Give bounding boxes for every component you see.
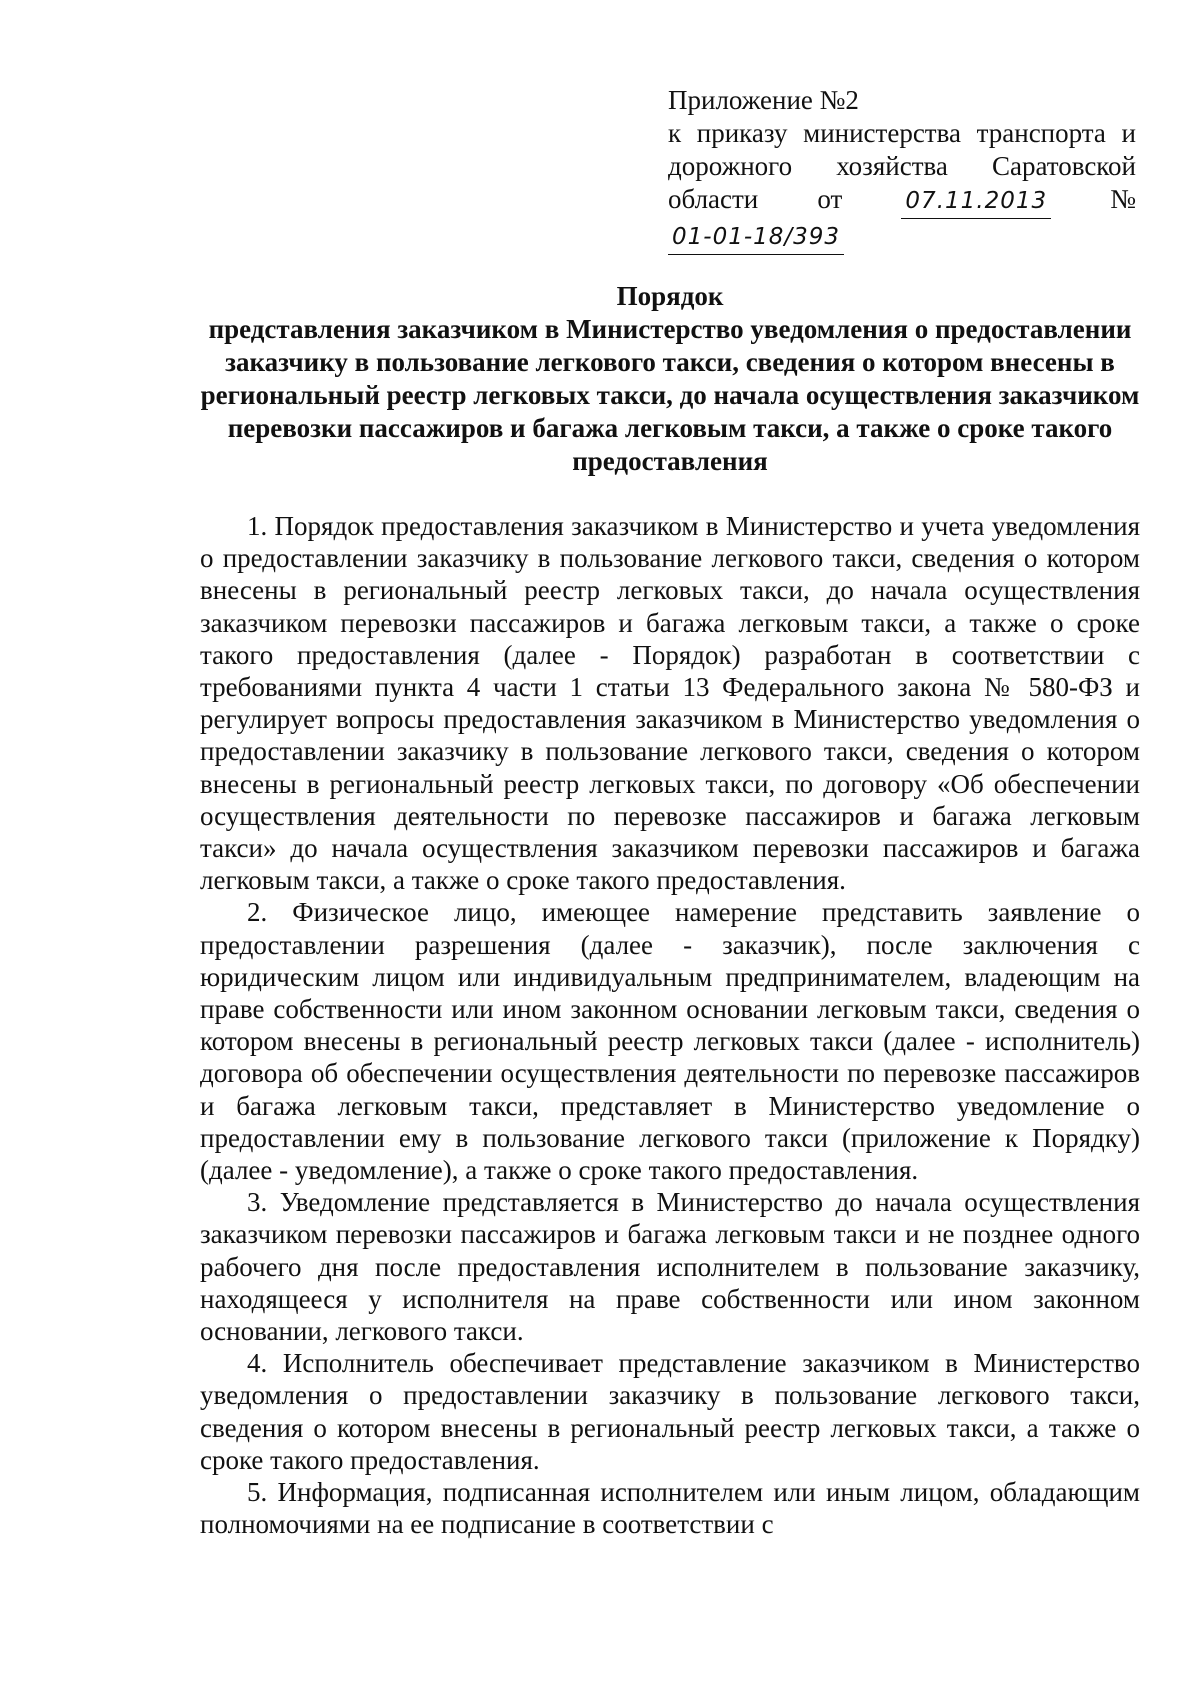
paragraph-2: 2. Физическое лицо, имеющее намерение представить заявление о предоставлении разрешения (далее - заказчик), после заключения с юридическим лицом или индивидуальным предпринимателем, владеющим на праве собственности или ином законном основании легковым такси, сведения о котором внесены в региональный реестр легковых такси (далее - исполнитель) договора об обеспечении осуществления деятельности по перевозке пассажиров и багажа легковым такси, представляет в Министерство уведомление о предоставлении ему в пользование легкового такси (приложение к Порядку) (далее - уведомление), а также о сроке такого предоставления.: [200, 897, 1140, 1186]
paragraph-1: 1. Порядок предоставления заказчиком в Министерство и учета уведомления о предоставлении заказчику в пользование легкового такси, сведения о котором внесены в региональный реестр легковых такси, до начала осуществления заказчиком перевозки пассажиров и багажа легковым такси, а также о сроке такого предоставления (далее - Порядок) разработан в соответствии с требованиями пункта 4 части 1 статьи 13 Федерального закона № 580-ФЗ и регулирует вопросы предоставления заказчиком в Министерство уведомления о предоставлении заказчику в пользование легкового такси, сведения о котором внесены в региональный реестр легковых такси, по договору «Об обеспечении осуществления деятельности по перевозке пассажиров и багажа легковым такси» до начала осуществления заказчиком перевозки пассажиров и багажа легковым такси, а также о сроке такого предоставления.: [200, 511, 1140, 896]
paragraph-5: 5. Информация, подписанная исполнителем или иным лицом, обладающим полномочиями на ее подписание в соответствии с: [200, 1477, 1140, 1540]
appendix-header: [668, 84, 1136, 255]
document-body: [200, 510, 1140, 1541]
paragraph-4: 4. Исполнитель обеспечивает представление заказчиком в Министерство уведомления о предоставлении заказчику в пользование легкового такси, сведения о котором внесены в региональный реестр легковых такси, а также о сроке такого предоставления.: [200, 1348, 1140, 1475]
handwritten-order-number: 01-01-18/393: [668, 221, 844, 255]
document-title: [200, 280, 1140, 478]
appendix-date-line: [668, 183, 1136, 255]
paragraph-3: 3. Уведомление представляется в Министерство до начала осуществления заказчиком перевозки пассажиров и багажа легковым такси и не позднее одного рабочего дня после предоставления исполнителем в пользование заказчику, находящееся у исполнителя на праве собственности или ином законном основании, легкового такси.: [200, 1187, 1140, 1347]
title-subheading: представления заказчиком в Министерство уведомления о предоставлении заказчику в пользование легкового такси, сведения о котором внесены в региональный реестр легковых такси, до начала осуществления заказчиком перевозки пассажиров и багажа легковым такси, а также о сроке такого предоставления: [200, 314, 1140, 476]
appendix-order-line: к приказу министерства транспорта и: [668, 118, 1136, 148]
appendix-date-prefix: области от: [668, 184, 843, 214]
handwritten-date: 07.11.2013: [901, 185, 1051, 219]
appendix-ministry-line: дорожного хозяйства Саратовской: [668, 151, 1136, 181]
title-heading: Порядок: [616, 281, 724, 311]
appendix-number-prefix: №: [1110, 184, 1136, 214]
appendix-number: Приложение №2: [668, 85, 859, 115]
